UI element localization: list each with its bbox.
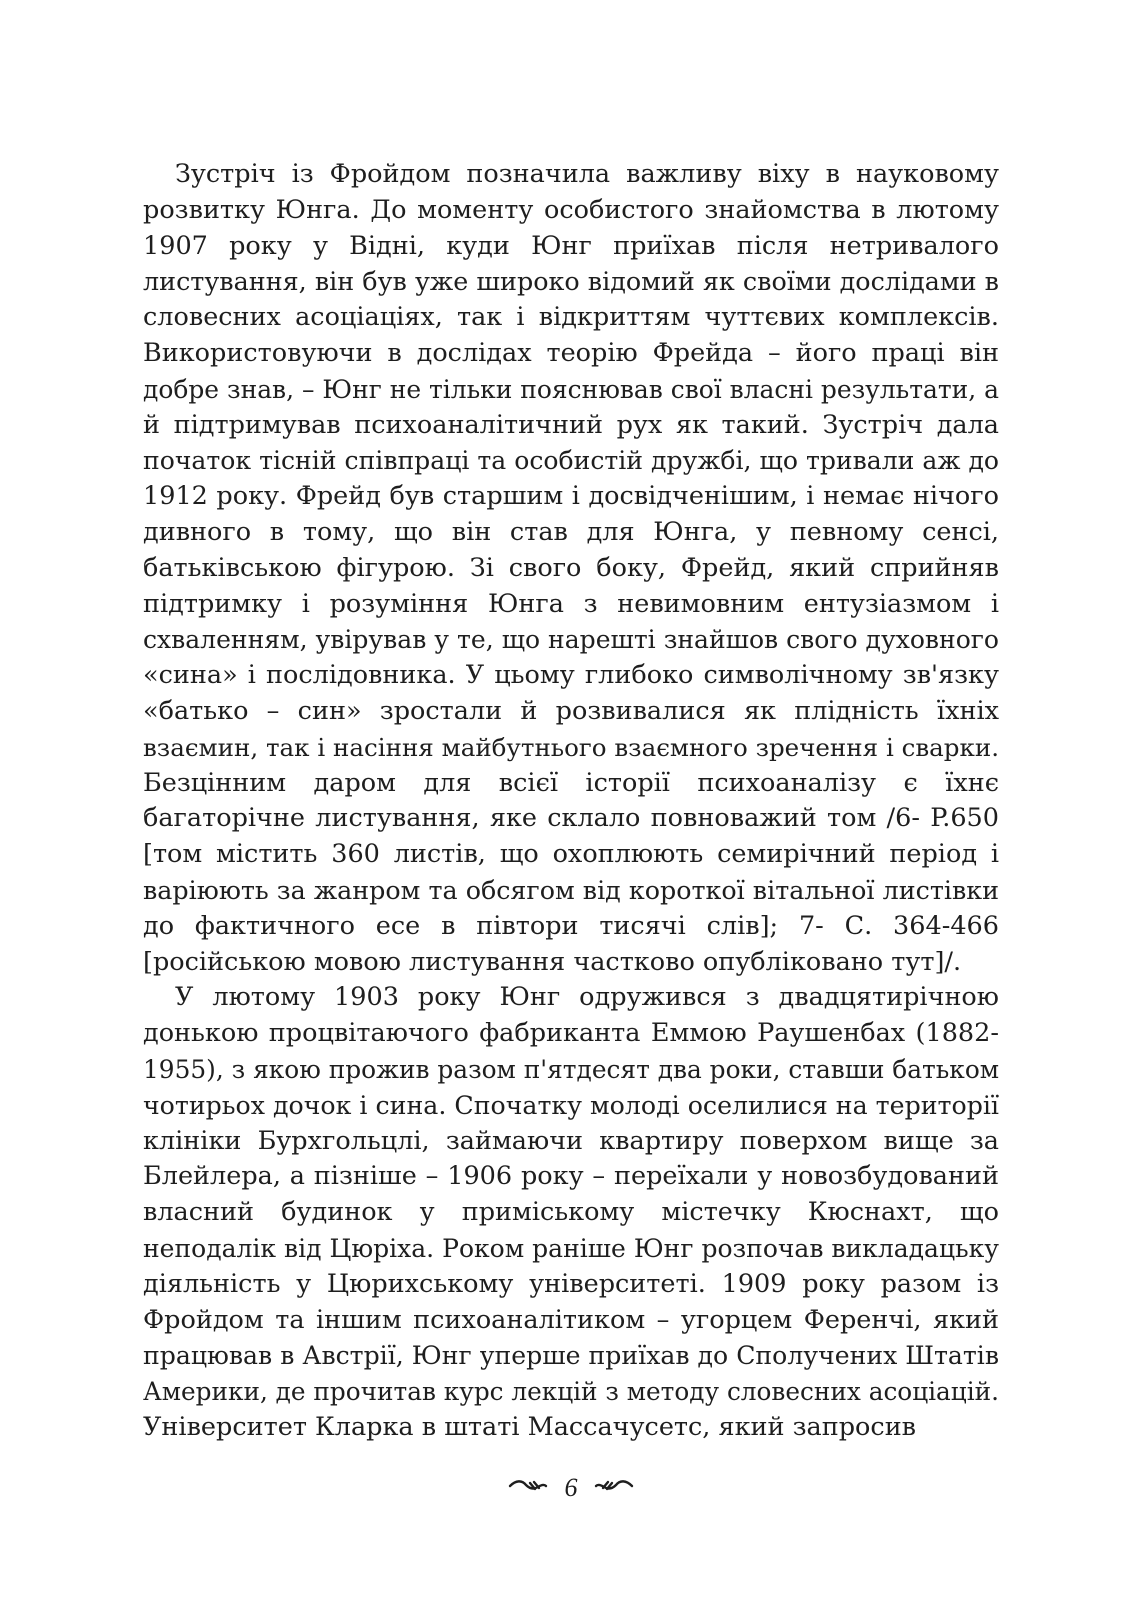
text-line: батьківською фігурою. Зі свого боку, Фрейд, який сприйняв bbox=[143, 552, 999, 583]
text-line: добре знав, – Юнг не тільки пояснював свої власні результати, а bbox=[143, 374, 999, 404]
text-line: «сина» і послідовника. У цьому глибоко символічному зв'язку bbox=[143, 660, 999, 691]
text-line: взаємин, так і насіння майбутнього взаємного зречення і сварки. bbox=[143, 732, 999, 762]
text-line: 1912 року. Фрейд був старшим і досвідченішим, і немає нічого bbox=[143, 481, 999, 512]
body-text bbox=[143, 157, 999, 1446]
text-line: розвитку Юнга. До моменту особистого знайомства в лютому bbox=[143, 194, 999, 225]
text-line: «батько – син» зростали й розвивалися як плідність їхніх bbox=[143, 695, 999, 726]
right-flourish-icon bbox=[594, 1473, 634, 1503]
text-line: до фактичного есе в півтори тисячі слів]; 7- С. 364-466 bbox=[143, 910, 999, 941]
text-line: клініки Бурхгольцлі, займаючи квартиру поверхом вище за bbox=[143, 1125, 999, 1156]
paragraph bbox=[143, 980, 999, 1445]
text-line: Фройдом та іншим психоаналітиком – угорцем Ференчі, який bbox=[143, 1304, 999, 1335]
paragraph bbox=[143, 157, 999, 980]
text-line: 1955), з якою прожив разом п'ятдесят два роки, ставши батьком bbox=[143, 1054, 1000, 1084]
text-line: донькою процвітаючого фабриканта Еммою Раушенбах (1882- bbox=[143, 1018, 999, 1049]
text-line: 1907 року у Відні, куди Юнг приїхав після нетривалого bbox=[143, 230, 999, 261]
text-line: власний будинок у приміському містечку Кюснахт, що bbox=[143, 1197, 999, 1228]
text-line: Безцінним даром для всієї історії психоаналізу є їхнє bbox=[143, 767, 999, 798]
text-line: словесних асоціаціях, так і відкриттям чуттєвих комплексів. bbox=[143, 302, 999, 333]
text-line: варіюють за жанром та обсягом від короткої вітальної листівки bbox=[143, 874, 999, 905]
text-line: Блейлера, а пізніше – 1906 року – переїхали у новозбудований bbox=[143, 1161, 999, 1192]
text-line: Америки, де прочитав курс лекцій з методу словесних асоціацій. bbox=[143, 1377, 999, 1407]
text-line: Використовуючи в дослідах теорію Фрейда – його праці він bbox=[143, 337, 999, 368]
text-line: багаторічне листування, яке склало повноважий том /6- P.650 bbox=[143, 803, 999, 834]
text-line: неподалік від Цюріха. Роком раніше Юнг розпочав викладацьку bbox=[143, 1233, 999, 1263]
text-line: У лютому 1903 року Юнг одружився з двадцятирічною bbox=[175, 982, 999, 1013]
text-line: [том містить 360 листів, що охоплюють семирічний період і bbox=[143, 839, 999, 870]
text-line: листування, він був уже широко відомий як своїми дослідами в bbox=[143, 266, 999, 297]
text-line: чотирьох дочок і сина. Спочатку молоді оселилися на території bbox=[143, 1090, 999, 1120]
text-line: [російською мовою листування частково опубліковано тут]/. bbox=[143, 946, 962, 977]
text-line: початок тісній співпраці та особистій дружбі, що тривали аж до bbox=[143, 446, 999, 476]
text-line: й підтримував психоаналітичний рух як такий. Зустріч дала bbox=[143, 409, 999, 440]
left-flourish-icon bbox=[508, 1473, 548, 1503]
page-number: 6 bbox=[564, 1473, 578, 1503]
page-footer bbox=[0, 1471, 1142, 1503]
text-line: працював в Австрії, Юнг уперше приїхав до Сполучених Штатів bbox=[143, 1341, 999, 1371]
text-line: діяльність у Цюрихському університеті. 1909 року разом із bbox=[143, 1268, 999, 1299]
text-line: дивного в тому, що він став для Юнга, у певному сенсі, bbox=[143, 516, 999, 547]
text-line: Зустріч із Фройдом позначила важливу віху в науковому bbox=[175, 159, 999, 189]
text-line: схваленням, увірував у те, що нарешті знайшов свого духовного bbox=[143, 625, 999, 655]
text-line: підтримку і розуміння Юнга з невимовним ентузіазмом і bbox=[143, 588, 999, 619]
text-line: Університет Кларка в штаті Массачусетс, який запросив bbox=[143, 1411, 917, 1442]
